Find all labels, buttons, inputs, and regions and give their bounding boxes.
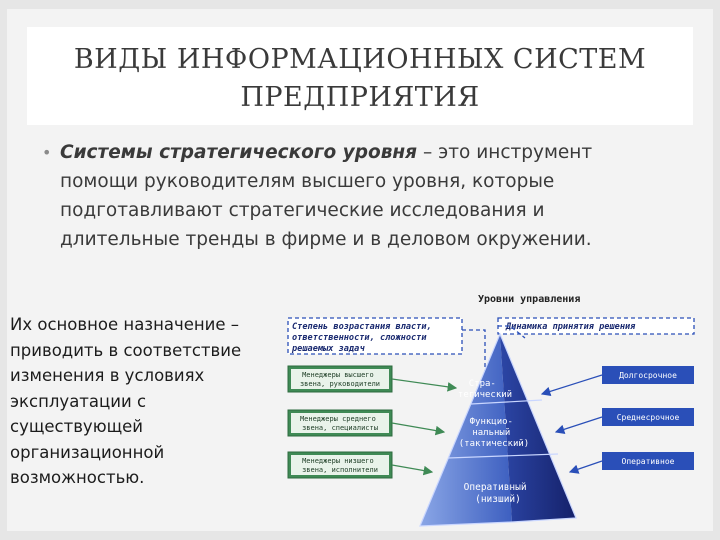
title-line-1: ВИДЫ ИНФОРМАЦИОННЫХ СИСТЕМ [73,44,647,75]
title-line-2: ПРЕДПРИЯТИЯ [240,82,480,113]
svg-text:Менеджеры высшего звена, [300,371,380,388]
level-operational-line-1: Оперативный [463,482,527,493]
manager-middle-line-2: звена, специалисты [302,424,378,432]
manager-bottom-line-1: Менеджеры низшего [302,457,374,465]
slide-title [27,41,693,117]
bullet-dot-icon: • [42,143,52,162]
power-label-line-1: Степень возрастания власти, [292,322,432,332]
level-strategic-line-2: тегический [457,390,513,400]
manager-bottom-line-2: звена, исполнители [302,466,378,474]
term-mid-arrow [556,417,602,432]
level-strategic-line-1: Стра- [468,379,496,389]
purpose-text: Их основное назначение – приводить в соответствие изменения в условиях эксплуатации с существующей организационной возможностью. [10,315,242,487]
level-functional-line-1: Функцио- [469,417,513,427]
manager-box-bottom [288,452,392,478]
decision-label: Динамика принятия решения [506,322,636,332]
diagram-heading: Уровни управления [478,294,581,305]
manager-top-arrow [392,379,456,388]
power-label-line-3: решаемых задач [292,344,365,354]
level-operational-line-2: (низший) [475,494,521,505]
term-long: Долгосрочное [619,371,677,380]
term-box-oper [602,452,694,470]
bullet-rest: – это инструмент помощи руководителям высшего уровня, которые подготавливают стратегические исследования и длительные тренды в фирме и в деловом окружении. [60,142,593,250]
term-long-arrow [542,375,602,394]
manager-top-line-2: звена, руководители [299,380,381,388]
manager-box-top [288,366,392,392]
title-box [27,27,693,125]
term-mid: Среднесрочное [616,413,680,422]
manager-middle-line-1: Менеджеры среднего [299,415,376,423]
level-functional-line-3: (тактический) [458,439,530,449]
manager-bottom-arrow [392,465,432,472]
svg-text:Менеджеры среднего звена [300,415,380,432]
term-oper-arrow [570,461,602,472]
svg-text:Менеджеры низшего звена, [302,457,378,474]
manager-top-line-1: Менеджеры высшего [302,371,374,379]
term-box-mid [602,408,694,426]
term-box-long [602,366,694,384]
level-functional-line-2: нальный [472,428,511,438]
management-levels-diagram [280,286,700,536]
manager-box-middle [288,410,392,436]
term-oper: Оперативное [621,457,675,466]
bullet-paragraph [42,138,668,254]
power-label-line-2: ответственности, сложности [292,333,427,343]
bullet-lead: Системы стратегического уровня [60,142,418,163]
manager-middle-arrow [392,423,444,432]
